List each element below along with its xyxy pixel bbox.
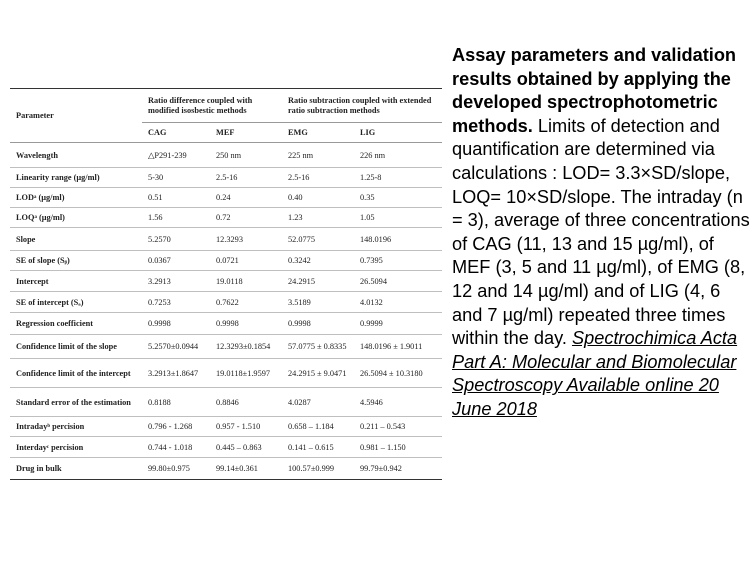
table-cell: 1.05 [354,208,442,228]
row-label: Slope [10,228,142,251]
row-label: Confidence limit of the slope [10,335,142,359]
row-label: Intercept [10,271,142,292]
table-row [10,168,442,188]
table-cell: 0.9998 [142,313,210,335]
row-label: SE of intercept (Sₐ) [10,292,142,313]
caption-body: Limits of detection and quantification are determined via calculations : LOD= 3.3×SD/slope, LOQ= 10×SD/slope. The intraday (n = 3), average of three concentrations of CAG (11, 13 and 15 µg/ml), of MEF (3, 5 and 11 µg/ml), of EMG (8, 12 and 14 µg/ml) and of LIG (4, 6 and 7 µg/ml) repeated three times within the day. [452,115,750,349]
figure-caption [452,44,752,422]
table-cell: 3.2913±1.8647 [142,359,210,388]
table-cell: 26.5094 ± 10.3180 [354,359,442,388]
journal-reference-link[interactable]: Spectrochimica Acta Part A: Molecular and Biomolecular Spectroscopy Available online 20 June 2018 [452,328,738,419]
table-cell: 19.0118±1.9597 [210,359,282,388]
table-row [10,335,442,359]
table-cell: 100.57±0.999 [282,458,354,480]
table-cell: 0.72 [210,208,282,228]
column-header-cag: CAG [142,123,210,143]
table-cell: 5-30 [142,168,210,188]
column-header-mef: MEF [210,123,282,143]
table-row [10,271,442,292]
table-cell: 0.0721 [210,251,282,271]
table-row [10,417,442,437]
table-cell: 0.7253 [142,292,210,313]
table-cell: 0.3242 [282,251,354,271]
table-cell: 0.7622 [210,292,282,313]
table-cell: △P291-239 [142,143,210,168]
table-cell: 0.7395 [354,251,442,271]
row-label: Wavelength [10,143,142,168]
table-cell: 4.0132 [354,292,442,313]
table-cell: 0.796 - 1.268 [142,417,210,437]
row-label: Linearity range (µg/ml) [10,168,142,188]
table-cell: 1.25-8 [354,168,442,188]
row-label: Intradayᵇ percision [10,417,142,437]
table-row [10,208,442,228]
table-row [10,228,442,251]
table-cell: 0.9998 [210,313,282,335]
row-label: LODᵃ (µg/ml) [10,188,142,208]
table-cell: 4.5946 [354,388,442,417]
row-label: Interdayᶜ percision [10,437,142,458]
table-cell: 0.658 – 1.184 [282,417,354,437]
row-label: Regression coefficient [10,313,142,335]
table-cell: 1.23 [282,208,354,228]
table-cell: 0.9998 [282,313,354,335]
table-cell: 0.9999 [354,313,442,335]
table-row [10,251,442,271]
table-cell: 225 nm [282,143,354,168]
table-cell: 4.0287 [282,388,354,417]
table-cell: 19.0118 [210,271,282,292]
table-cell: 52.0775 [282,228,354,251]
table-cell: 0.0367 [142,251,210,271]
table-row [10,188,442,208]
table-cell: 0.8188 [142,388,210,417]
table-cell: 24.2915 ± 9.0471 [282,359,354,388]
table-cell: 0.40 [282,188,354,208]
table-row [10,143,442,168]
group-header-ratio-subtraction: Ratio subtraction coupled with extended ratio subtraction methods [282,89,442,123]
table-cell: 26.5094 [354,271,442,292]
table-cell: 12.3293±0.1854 [210,335,282,359]
table-cell: 12.3293 [210,228,282,251]
table-cell: 3.5189 [282,292,354,313]
row-label: LOQᵃ (µg/ml) [10,208,142,228]
table-cell: 5.2570±0.0944 [142,335,210,359]
table-cell: 99.79±0.942 [354,458,442,480]
table-cell: 0.981 – 1.150 [354,437,442,458]
table-cell: 226 nm [354,143,442,168]
table-row [10,388,442,417]
table-cell: 24.2915 [282,271,354,292]
column-header-lig: LIG [354,123,442,143]
table-row [10,359,442,388]
table-cell: 0.744 - 1.018 [142,437,210,458]
table-cell: 148.0196 [354,228,442,251]
table-cell: 0.211 – 0.543 [354,417,442,437]
row-label: Confidence limit of the intercept [10,359,142,388]
table-row [10,458,442,480]
assay-parameters-table [10,88,442,480]
parameter-header: Parameter [10,89,142,143]
column-header-emg: EMG [282,123,354,143]
table-cell: 99.14±0.361 [210,458,282,480]
assay-parameters-table-container [10,88,442,480]
table-cell: 2.5-16 [210,168,282,188]
row-label: SE of slope (Sᵦ) [10,251,142,271]
table-body [10,143,442,480]
table-cell: 99.80±0.975 [142,458,210,480]
table-row [10,313,442,335]
row-label: Standard error of the estimation [10,388,142,417]
table-cell: 148.0196 ± 1.9011 [354,335,442,359]
table-cell: 1.56 [142,208,210,228]
table-cell: 3.2913 [142,271,210,292]
table-cell: 0.141 – 0.615 [282,437,354,458]
table-cell: 0.445 – 0.863 [210,437,282,458]
caption-title: Assay parameters and validation results obtained by applying the developed spectrophotometric methods. [452,45,737,136]
group-header-ratio-difference: Ratio difference coupled with modified isosbestic methods [142,89,282,123]
table-cell: 2.5-16 [282,168,354,188]
table-cell: 0.957 - 1.510 [210,417,282,437]
table-cell: 0.24 [210,188,282,208]
table-cell: 57.0775 ± 0.8335 [282,335,354,359]
table-row [10,437,442,458]
table-cell: 5.2570 [142,228,210,251]
row-label: Drug in bulk [10,458,142,480]
table-cell: 250 nm [210,143,282,168]
table-cell: 0.51 [142,188,210,208]
table-cell: 0.8846 [210,388,282,417]
table-cell: 0.35 [354,188,442,208]
table-row [10,292,442,313]
